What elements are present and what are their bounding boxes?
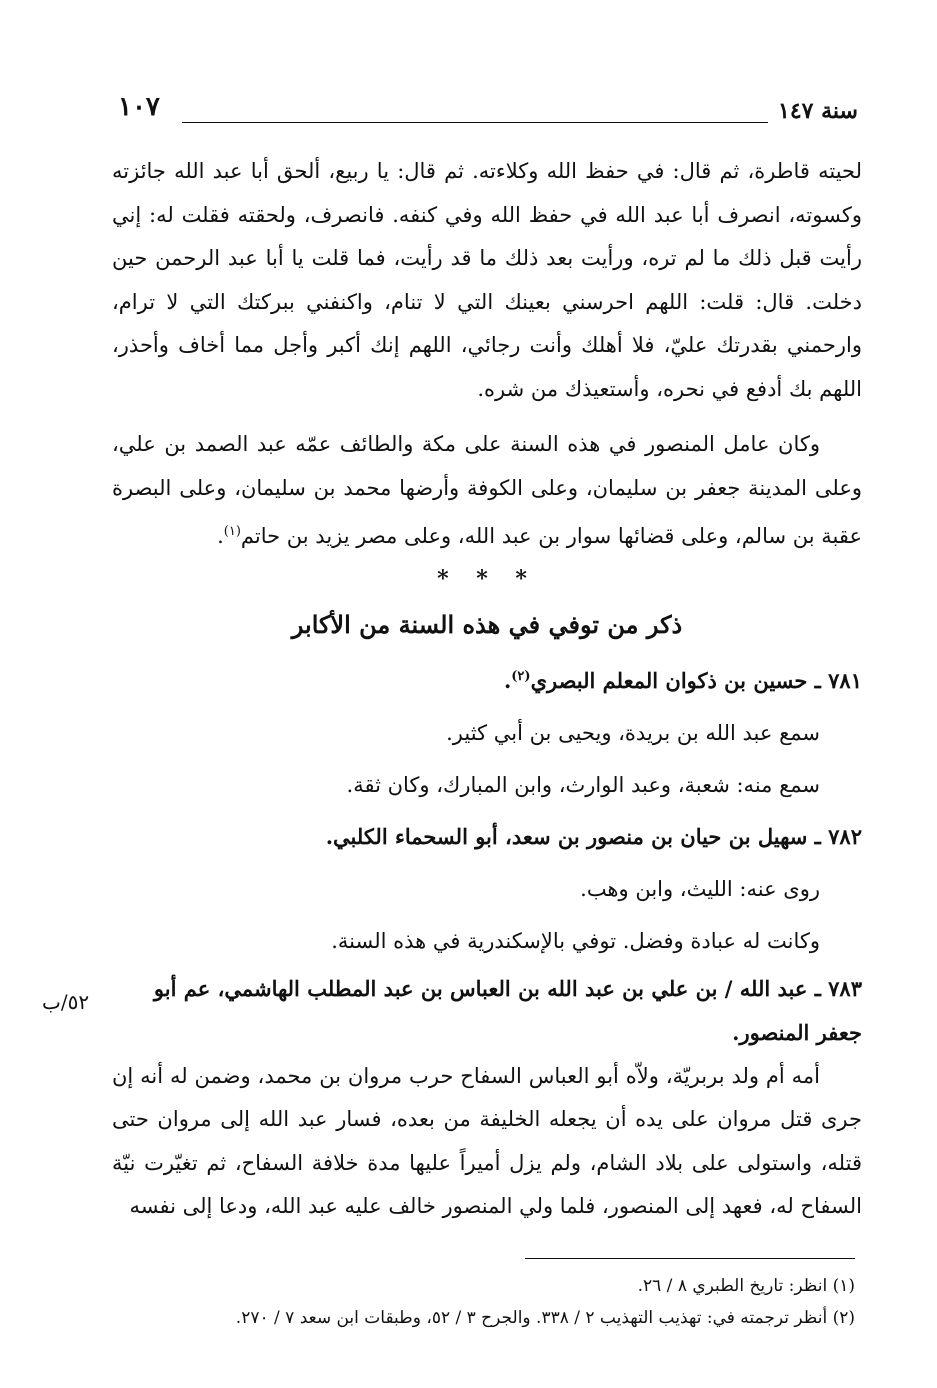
footnote-ref-2[interactable]: (٢) [511, 668, 531, 684]
entry-782-heading: ٧٨٢ ـ سهيل بن حيان بن منصور بن سعد، أبو السحماء الكلبي. [325, 823, 862, 849]
footnote-ref-1[interactable]: (١) [223, 524, 241, 539]
footnote-1: (١) انظر: تاريخ الطبري ٨ / ٢٦. [637, 1276, 855, 1296]
running-head-year: سنة ١٤٧ [778, 98, 858, 124]
footnote-rule [525, 1258, 855, 1259]
manuscript-folio-note: ٥٢/ب [42, 990, 90, 1014]
paragraph-2-end: . [217, 524, 224, 548]
entry-781-heading [112, 651, 862, 707]
footnotes [95, 1270, 855, 1334]
entry-783-body: أمه أم ولد بربريّة، ولاّه أبو العباس السفاح حرب مروان بن محمد، وضمن له أنه إن جرى قتل مروان على يده أن يجعله الخليفة من بعده، فسار عبد الله إلى مروان حتى قتله، واستولى على بلاد الشام، ولم يزل أميراً عليها مدة خلافة السفاح، ثم تغيّرت نيّة السفاح له، فعهد إلى المنصور، فلما ولي المنصور خالف عليه عبد الله، ودعا إلى نفسه [112, 1063, 862, 1218]
entry-781-heard-from: سمع عبد الله بن بريدة، ويحيى بن أبي كثير. [446, 720, 820, 745]
entry-781-name: ٧٨١ ـ حسين بن ذكوان المعلم البصري [530, 667, 862, 693]
entry-781-heard-by: سمع منه: شعبة، وعبد الوارث، وابن المبارك، وكان ثقة. [346, 772, 820, 797]
footnote-2: (٢) أنظر ترجمته في: تهذيب التهذيب ٢ / ٣٣٨. والجرح ٣ / ٥٢، وطبقات ابن سعد ٧ / ٢٧٠. [235, 1308, 855, 1328]
page-header [118, 92, 858, 132]
main-text [112, 150, 862, 1229]
section-separator: * * * [437, 565, 537, 592]
page-number: ١٠٧ [118, 92, 160, 122]
header-rule [182, 122, 768, 123]
entry-781-end: . [503, 667, 512, 693]
paragraph-2 [112, 423, 862, 559]
entry-782-narrators: روى عنه: الليث، وابن وهب. [580, 876, 820, 901]
entry-782-death: وكانت له عبادة وفضل. توفي بالإسكندرية في هذه السنة. [331, 928, 820, 953]
paragraph-1: لحيته قاطرة، ثم قال: في حفظ الله وكلاءته. ثم قال: يا ربيع، ألحق أبا عبد الله جائزته وكسوته، انصرف أبا عبد الله في حفظ الله وفي كنفه. فانصرف، ولحقته فقلت له: إني رأيت قبل ذلك ما لم تره، ورأيت بعد ذلك ما قد رأيت، فما قلت يا أبا عبد الرحمن حين دخلت. قال: قلت: اللهم احرسني بعينك التي لا تنام، واكنفني ببركتك التي لا ترام، وارحمني بقدرتك عليّ، فلا أهلك وأنت رجائي، اللهم إنك أكبر وأجل مما أخاف وأحذر، اللهم بك أدفع في نحره، وأستعيذك من شره. [112, 159, 862, 401]
section-title: ذكر من توفي في هذه السنة من الأكابر [291, 609, 683, 639]
paragraph-2-text: وكان عامل المنصور في هذه السنة على مكة والطائف عمّه عبد الصمد بن علي، وعلى المدينة جعفر بن سليمان، وعلى الكوفة وأرضها محمد بن سليمان، وعلى البصرة عقبة بن سالم، وعلى قضائها سوار بن عبد الله، وعلى مصر يزيد بن حاتم [112, 432, 862, 548]
entry-783-heading: ٧٨٣ ـ عبد الله / بن علي بن عبد الله بن العباس بن عبد المطلب الهاشمي، عم أبو جعفر المنصور. [153, 975, 862, 1045]
